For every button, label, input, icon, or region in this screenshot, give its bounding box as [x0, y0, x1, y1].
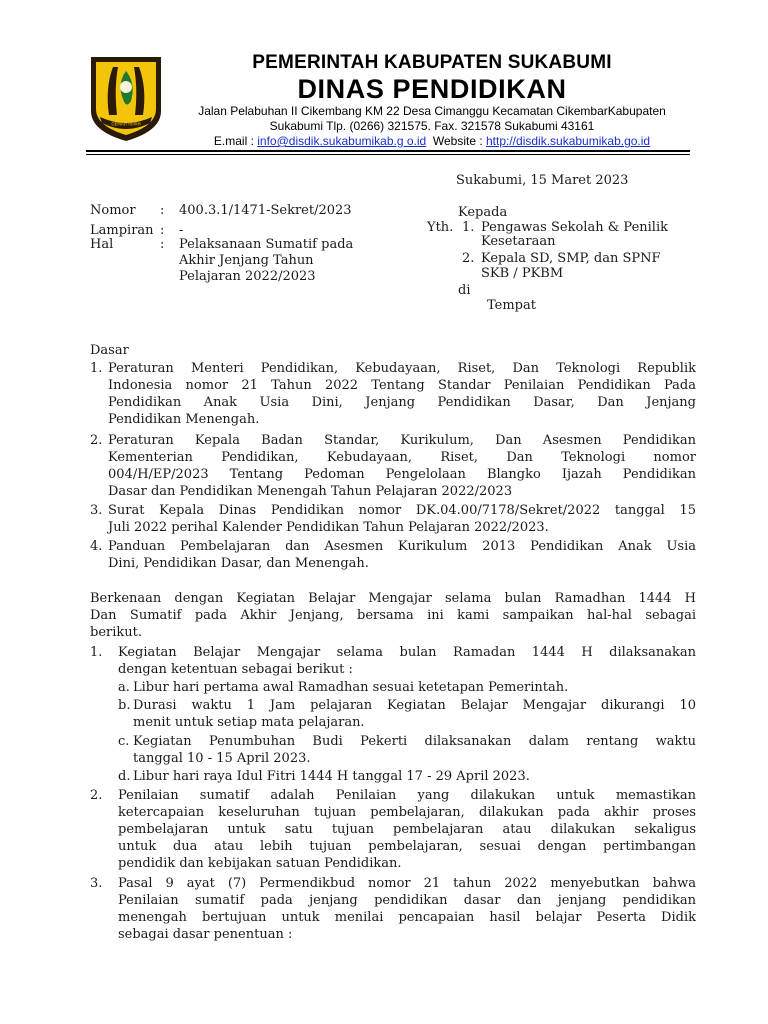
- letterhead-divider-thin: [86, 154, 690, 155]
- kabupaten-sukabumi-logo: [87, 53, 165, 143]
- lampiran-colon: :: [160, 223, 165, 238]
- website-link[interactable]: http://disdik.sukabumikab.go.id: [486, 134, 651, 148]
- recipient-1-line-1: Pengawas Sekolah & Penilik: [481, 220, 668, 235]
- point-3-number: 3.: [90, 876, 103, 891]
- point-2-line-4: untuk dua atau lebih tujuan pembelajaran, sesuai dengan pertimbangan: [118, 839, 696, 854]
- intro-line-1: Berkenaan dengan Kegiatan Belajar Mengajar selama bulan Ramadhan 1444 H: [90, 591, 696, 606]
- point-1-number: 1.: [90, 645, 103, 660]
- letter-date: Sukabumi, 15 Maret 2023: [456, 173, 629, 188]
- dasar-item-3-line-1: Surat Kepala Dinas Pendidikan nomor DK.04.00/7178/Sekret/2022 tanggal 15: [108, 503, 696, 518]
- sub-b-line-1: Durasi waktu 1 Jam pelajaran Kegiatan Belajar Mengajar dikurangi 10: [133, 698, 696, 713]
- intro-line-3: berikut.: [90, 625, 142, 640]
- website-label: Website :: [426, 134, 486, 148]
- letterhead: [176, 52, 688, 149]
- email-label: E.mail :: [213, 134, 258, 148]
- point-3-line-3: menengah bertujuan untuk menilai pencapaian hasil belajar Peserta Didik: [118, 910, 696, 925]
- point-1-line-2: dengan ketentuan sebagai berikut :: [118, 662, 353, 677]
- nomor-value: 400.3.1/1471-Sekret/2023: [179, 203, 352, 218]
- sub-a-line-1: Libur hari pertama awal Ramadhan sesuai ketetapan Pemerintah.: [133, 680, 569, 695]
- recipient-1-number: 1.: [462, 220, 475, 235]
- recipient-tempat: Tempat: [487, 298, 536, 313]
- department-name: DINAS PENDIDIKAN: [297, 74, 567, 104]
- lampiran-value: -: [179, 223, 184, 238]
- nomor-label: Nomor: [90, 203, 136, 218]
- sub-c-line-2: tanggal 10 - 15 April 2023.: [133, 751, 311, 766]
- point-2-line-1: Penilaian sumatif adalah Penilaian yang dilakukan untuk memastikan: [118, 788, 696, 803]
- sub-d-line-1: Libur hari raya Idul Fitri 1444 H tanggal 17 - 29 April 2023.: [133, 769, 530, 784]
- dasar-item-3-line-2: Juli 2022 perihal Kalender Pendidikan Tahun Pelajaran 2022/2023.: [108, 520, 549, 535]
- dasar-item-2-line-4: Dasar dan Pendidikan Menengah Tahun Pelajaran 2022/2023: [108, 484, 513, 499]
- sub-c-letter: c.: [118, 734, 130, 749]
- email-link[interactable]: info@disdik.sukabumikab.g o.id: [257, 134, 427, 148]
- letterhead-divider: [86, 150, 690, 152]
- dasar-item-2-line-1: Peraturan Kepala Badan Standar, Kurikulum, Dan Asesmen Pendidikan: [108, 433, 696, 448]
- svg-text:GEMAH RIPAH: GEMAH RIPAH: [111, 121, 141, 127]
- dasar-item-2-number: 2.: [90, 433, 103, 448]
- point-2-line-3: pembelajaran untuk satu tujuan pembelajaran atau dilakukan sekaligus: [118, 822, 696, 837]
- dasar-item-2-line-2: Kementerian Pendidikan, Kebudayaan, Riset, Dan Teknologi nomor: [108, 450, 696, 465]
- dasar-item-3-number: 3.: [90, 503, 103, 518]
- contact-line: [176, 134, 688, 149]
- point-3-line-4: sebagai dasar penentuan :: [118, 927, 293, 942]
- point-2-line-2: ketercapaian keseluruhan tujuan pembelajaran, dilakukan pada akhir proses: [118, 805, 696, 820]
- dasar-item-1-line-1: Peraturan Menteri Pendidikan, Kebudayaan, Riset, Dan Teknologi Republik: [108, 361, 696, 376]
- recipient-2-line-1: Kepala SD, SMP, dan SPNF: [481, 251, 661, 266]
- hal-label: Hal: [90, 237, 114, 252]
- dasar-item-4-line-2: Dini, Pendidikan Dasar, dan Menengah.: [108, 556, 369, 571]
- point-1-line-1: Kegiatan Belajar Mengajar selama bulan Ramadan 1444 H dilaksanakan: [118, 645, 696, 660]
- recipient-1-line-2: Kesetaraan: [481, 234, 556, 249]
- nomor-colon: :: [160, 203, 165, 218]
- recipient-2-line-2: SKB / PKBM: [481, 266, 564, 281]
- recipient-yth: Yth.: [427, 220, 454, 235]
- dasar-item-4-line-1: Panduan Pembelajaran dan Asesmen Kurikulum 2013 Pendidikan Anak Usia: [108, 539, 696, 554]
- address-line-2: Sukabumi Tlp. (0266) 321575. Fax. 321578 Sukabumi 43161: [269, 119, 595, 133]
- recipient-kepada: Kepada: [458, 205, 508, 220]
- hal-value-line-3: Pelajaran 2022/2023: [179, 269, 316, 284]
- sub-b-line-2: menit untuk setiap mata pelajaran.: [133, 715, 365, 730]
- lampiran-label: Lampiran: [90, 223, 154, 238]
- point-2-number: 2.: [90, 788, 103, 803]
- government-name: PEMERINTAH KABUPATEN SUKABUMI: [252, 52, 612, 73]
- sub-d-letter: d.: [118, 769, 131, 784]
- hal-colon: :: [160, 237, 165, 252]
- point-3-line-2: Penilaian sumatif pada jenjang pendidikan dasar dan jenjang pendidikan: [118, 893, 696, 908]
- point-2-line-5: pendidik dan kebijakan satuan Pendidikan.: [118, 856, 402, 871]
- dasar-title: Dasar: [90, 343, 129, 358]
- intro-line-2: Dan Sumatif pada Akhir Jenjang, bersama ini kami sampaikan hal-hal sebagai: [90, 608, 696, 623]
- recipient-2-number: 2.: [462, 251, 475, 266]
- sub-c-line-1: Kegiatan Penumbuhan Budi Pekerti dilaksanakan dalam rentang waktu: [133, 734, 696, 749]
- dasar-item-1-line-3: Pendidikan Anak Usia Dini, Jenjang Pendidikan Dasar, Dan Jenjang: [108, 395, 696, 410]
- sub-a-letter: a.: [118, 680, 130, 695]
- recipient-di: di: [458, 283, 471, 298]
- sub-b-letter: b.: [118, 698, 131, 713]
- dasar-item-1-number: 1.: [90, 361, 103, 376]
- dasar-item-1-line-2: Indonesia nomor 21 Tahun 2022 Tentang Standar Penilaian Pendidikan Pada: [108, 378, 696, 393]
- dasar-item-1-line-4: Pendidikan Menengah.: [108, 412, 260, 427]
- address-line-1: Jalan Pelabuhan II Cikembang KM 22 Desa Cimanggu Kecamatan CikembarKabupaten: [198, 104, 666, 118]
- dasar-item-2-line-3: 004/H/EP/2023 Tentang Pedoman Pengelolaan Blangko Ijazah Pendidikan: [108, 467, 696, 482]
- dasar-item-4-number: 4.: [90, 539, 103, 554]
- hal-value-line-2: Akhir Jenjang Tahun: [179, 253, 314, 268]
- point-3-line-1: Pasal 9 ayat (7) Permendikbud nomor 21 tahun 2022 menyebutkan bahwa: [118, 876, 696, 891]
- hal-value-line-1: Pelaksanaan Sumatif pada: [179, 237, 354, 252]
